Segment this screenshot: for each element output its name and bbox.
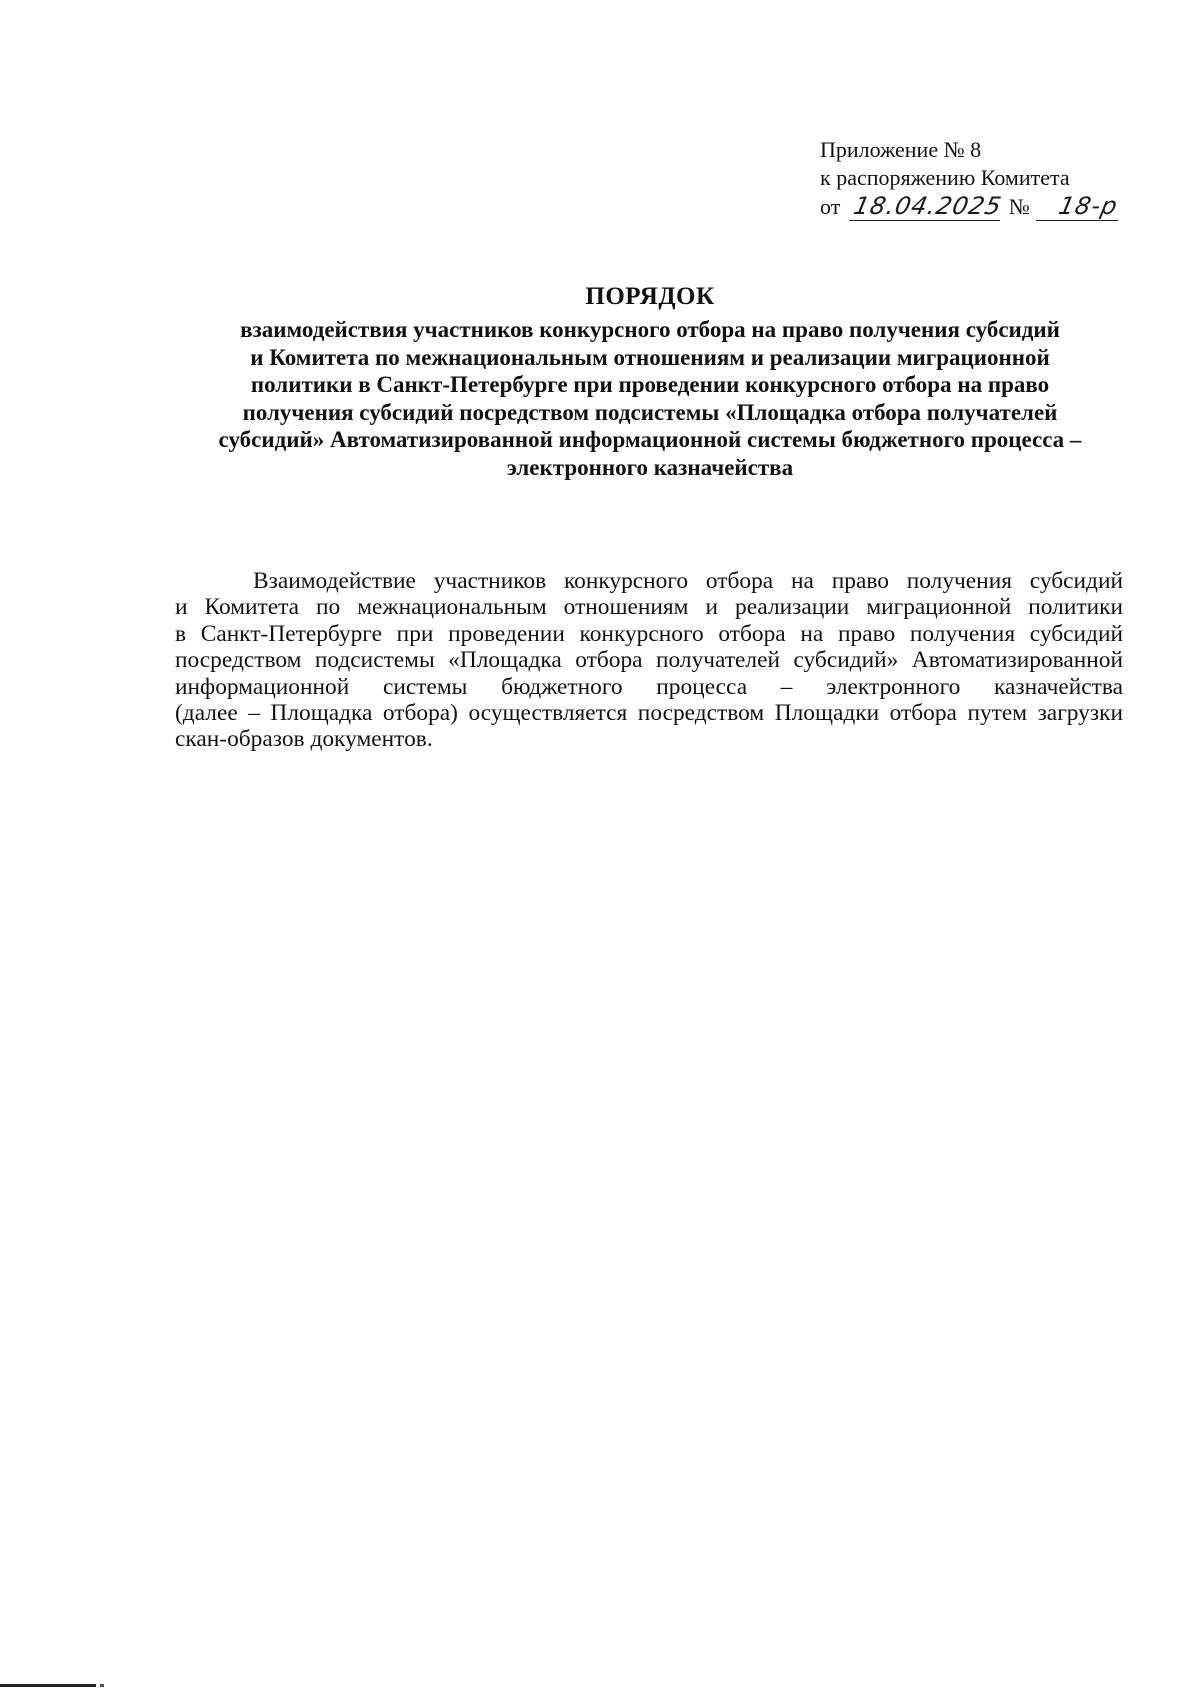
handwritten-date: 18.04.2025 [849,192,1007,221]
date-prefix: от [820,194,841,219]
body-line: Взаимодействие участников конкурсного отбора на право получения субсидий [253,568,1123,594]
document-title: ПОРЯДОК [585,283,715,310]
subtitle-line: получения субсидий посредством подсистемы «Площадка отбора получателей [242,399,1058,425]
number-prefix: № [1008,194,1030,219]
subtitle-line: и Комитета по межнациональным отношениям и реализации миграционной [250,344,1050,370]
subtitle-line: политики в Санкт-Петербурге при проведении конкурсного отбора на право [250,372,1050,398]
annex-reference: к распоряжению Комитета [820,165,1070,190]
title-block [180,282,1120,482]
handwritten-number: 18-р [1036,192,1125,221]
body-line: информационной системы бюджетного процесса – электронного казначейства [175,673,1123,700]
body-paragraph [175,568,1123,753]
body-line: скан-образов документов. [175,726,433,753]
subtitle-line: взаимодействия участников конкурсного отбора на право получения субсидий [240,317,1060,342]
body-line: в Санкт-Петербурге при проведении конкурсного отбора на право получения субсидий [175,620,1123,647]
annex-date-row [820,192,1160,222]
scan-edge-mark [0,1684,110,1687]
annex-number: Приложение № 8 [820,137,982,162]
body-line: посредством подсистемы «Площадка отбора получателей субсидий» Автоматизированной [175,647,1123,674]
annex-header [820,136,1160,222]
subtitle-line: субсидий» Автоматизированной информационной системы бюджетного процесса – [218,427,1082,453]
subtitle-line: электронного казначейства [506,454,794,480]
body-line: и Комитета по межнациональным отношениям и реализации миграционной политики [175,594,1123,621]
body-line: (далее – Площадка отбора) осуществляется посредством Площадки отбора путем загрузки [175,700,1123,727]
